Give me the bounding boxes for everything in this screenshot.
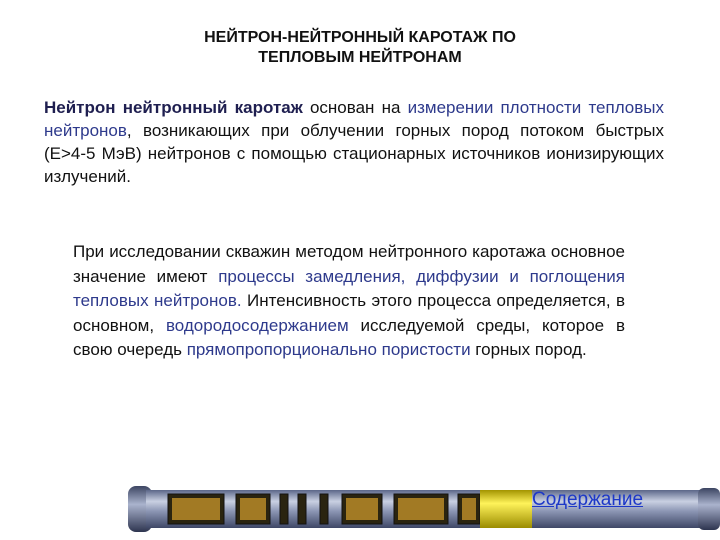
- text: , возникающих при облучении горных пород потоком быстрых (Е>4-5 МэВ) нейтронов с помощью стационарных источников ионизирующих излучений.: [44, 121, 664, 186]
- slide-title: [100, 28, 620, 68]
- title-line-2: ТЕПЛОВЫМ НЕЙТРОНАМ: [258, 49, 462, 66]
- text: исследуемой среды, которое в свою очередь: [73, 315, 626, 359]
- text: При исследовании скважин методом нейтронного каротажа основное значение имеют: [73, 242, 625, 286]
- contents-link[interactable]: Содержание: [532, 489, 644, 510]
- highlight-text: водородосодержанием: [165, 315, 349, 335]
- highlight-text: прямопропорционально пористости: [186, 340, 471, 359]
- text: Интенсивность этого процесса определяется, в основном,: [73, 291, 626, 335]
- highlight-text: измерении плотности тепловых нейтронов: [44, 98, 665, 140]
- paragraph-2: [73, 240, 625, 363]
- highlight-text: процессы замедления, диффузии и поглощения тепловых нейтронов.: [73, 266, 625, 310]
- term-bold: Нейтрон нейтронный каротаж: [44, 98, 303, 117]
- text: основан на: [302, 98, 408, 117]
- title-line-1: НЕЙТРОН-НЕЙТРОННЫЙ КАРОТАЖ ПО: [204, 29, 516, 46]
- text: горных пород.: [470, 340, 587, 359]
- paragraph-1: [44, 96, 664, 188]
